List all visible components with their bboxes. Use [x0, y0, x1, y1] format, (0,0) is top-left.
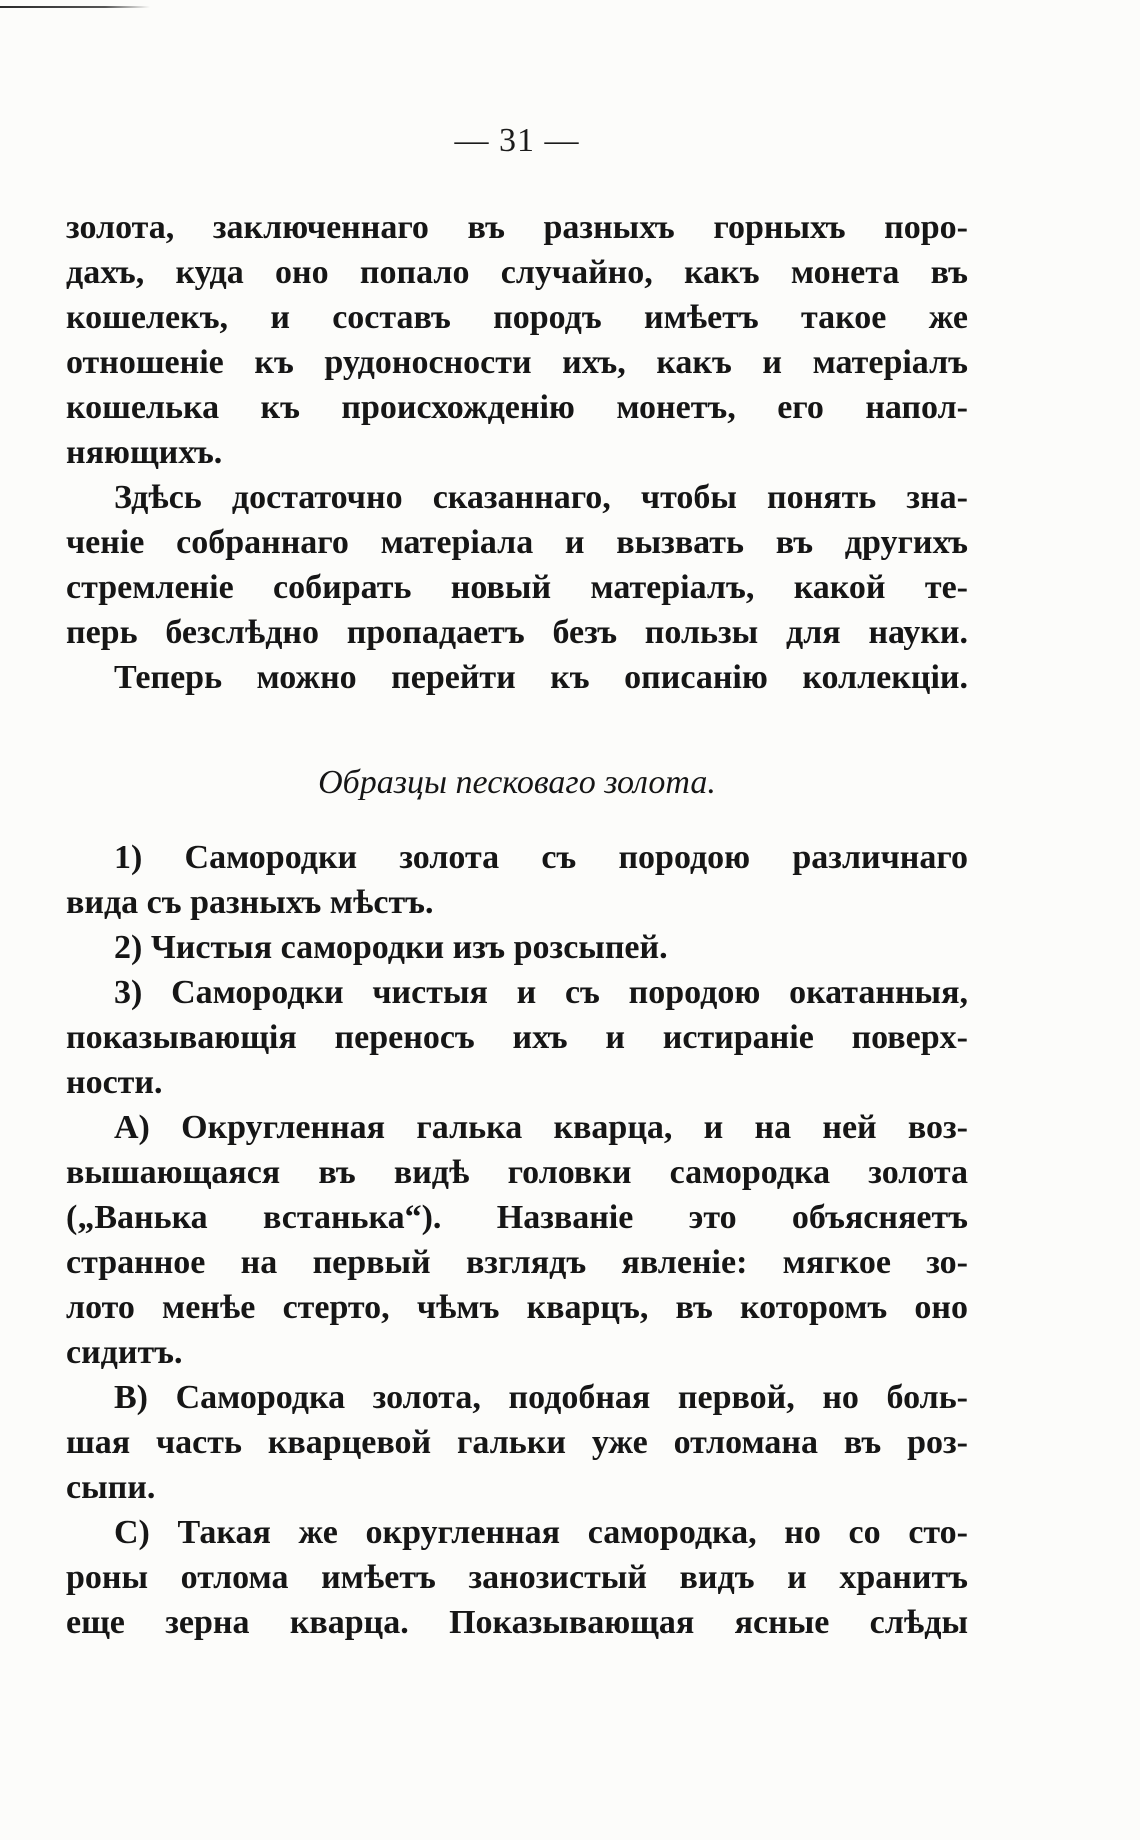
text-line: сидитъ.	[66, 1334, 183, 1371]
paragraph-2	[66, 475, 968, 655]
text-line: стремленіе собирать новый матеріалъ, какой те-	[66, 569, 968, 606]
text-line: 1) Самородки золота съ породою различнаго	[114, 839, 968, 876]
text-line: Теперь можно перейти къ описанію коллекціи.	[114, 659, 968, 696]
text-line: няющихъ.	[66, 434, 223, 471]
list-item-a	[66, 1105, 968, 1375]
text-line: странное на первый взглядъ явленіе: мягкое зо-	[66, 1244, 968, 1281]
text-line: B) Самородка золота, подобная первой, но боль-	[114, 1379, 968, 1416]
text-line: C) Такая же округленная самородка, но со сто-	[114, 1514, 968, 1551]
text-line: еще зерна кварца. Показывающая ясные слѣды	[66, 1604, 968, 1641]
text-line: Здѣсь достаточно сказаннаго, чтобы понять зна-	[114, 479, 968, 516]
text-line: дахъ, куда оно попало случайно, какъ монета въ	[66, 254, 968, 291]
list-item-2	[66, 925, 968, 970]
text-line: A) Округленная галька кварца, и на ней воз-	[114, 1109, 968, 1146]
list-item-b	[66, 1375, 968, 1510]
text-line: вида съ разныхъ мѣстъ.	[66, 884, 434, 921]
text-line: сыпи.	[66, 1469, 156, 1506]
scan-edge-mark	[0, 6, 150, 8]
text-line: золота, заключеннаго въ разныхъ горныхъ поро-	[66, 209, 968, 246]
text-line: шая часть кварцевой гальки уже отломана въ роз-	[66, 1424, 968, 1461]
text-line: 2) Чистыя самородки изъ розсыпей.	[114, 929, 668, 966]
text-line: ности.	[66, 1064, 163, 1101]
text-line: лото менѣе стерто, чѣмъ кварцъ, въ которомъ оно	[66, 1289, 968, 1326]
list-item-c	[66, 1510, 968, 1645]
text-line: ченіе собраннаго матеріала и вызвать въ другихъ	[66, 524, 968, 561]
page-text	[66, 205, 968, 1645]
list-item-3	[66, 970, 968, 1105]
text-line: („Ванька встанька“). Названіе это объясняетъ	[66, 1199, 968, 1236]
text-line: кошелька къ происхожденію монетъ, его напол-	[66, 389, 968, 426]
text-line: вышающаяся въ видѣ головки самородка золота	[66, 1154, 968, 1191]
section-heading: Образцы песковаго золота.	[318, 764, 716, 801]
text-line: показывающія переносъ ихъ и истираніе поверх-	[66, 1019, 968, 1056]
page-number: — 31 —	[454, 122, 580, 159]
paragraph-3	[66, 655, 968, 700]
paragraph-1	[66, 205, 968, 475]
text-line: роны отлома имѣетъ занозистый видъ и хранитъ	[66, 1559, 968, 1596]
text-line: перь безслѣдно пропадаетъ безъ пользы для науки.	[66, 614, 968, 651]
list-item-1	[66, 835, 968, 925]
text-line: 3) Самородки чистыя и съ породою окатанныя,	[114, 974, 968, 1011]
text-line: кошелекъ, и составъ породъ имѣетъ такое же	[66, 299, 968, 336]
text-line: отношеніе къ рудоносности ихъ, какъ и матеріалъ	[66, 344, 968, 381]
